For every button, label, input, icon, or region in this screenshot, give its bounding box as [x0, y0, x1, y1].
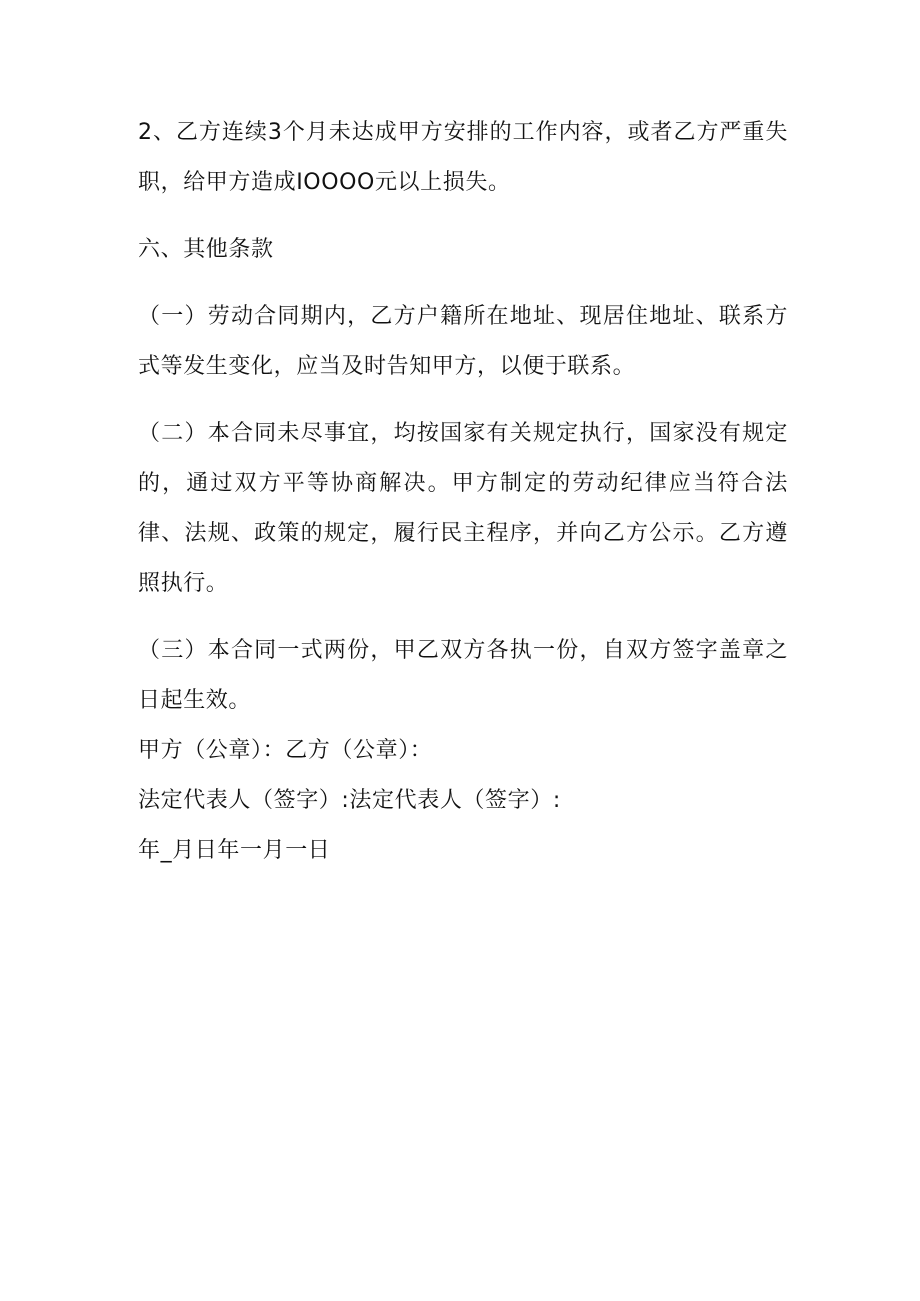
clause-2-termination: 2、乙方连续3个月未达成甲方安排的工作内容，或者乙方严重失职，给甲方造成IOOOO元以上损失。 [138, 120, 788, 195]
representative-signature-line: 法定代表人（签字）:法定代表人（签字）: [138, 788, 561, 813]
clause-unresolved-matters: （二）本合同未尽事宜，均按国家有关规定执行，国家没有规定的，通过双方平等协商解决。甲方制定的劳动纪律应当符合法律、法规、政策的规定，履行民主程序，并向乙方公示。乙方遵照执行。 [138, 421, 788, 596]
document-body [138, 108, 788, 876]
section-heading-other-terms: 六、其他条款 [138, 237, 274, 262]
date-line: 年_月日年一月一日 [138, 838, 331, 863]
clause-copies-effective: （三）本合同一式两份，甲乙双方各执一份，自双方签字盖章之日起生效。 [138, 638, 788, 713]
clause-contact-change: （一）劳动合同期内，乙方户籍所在地址、现居住地址、联系方式等发生变化，应当及时告知甲方，以便于联系。 [138, 304, 788, 379]
seal-line: 甲方（公章）：乙方（公章）： [138, 738, 433, 763]
